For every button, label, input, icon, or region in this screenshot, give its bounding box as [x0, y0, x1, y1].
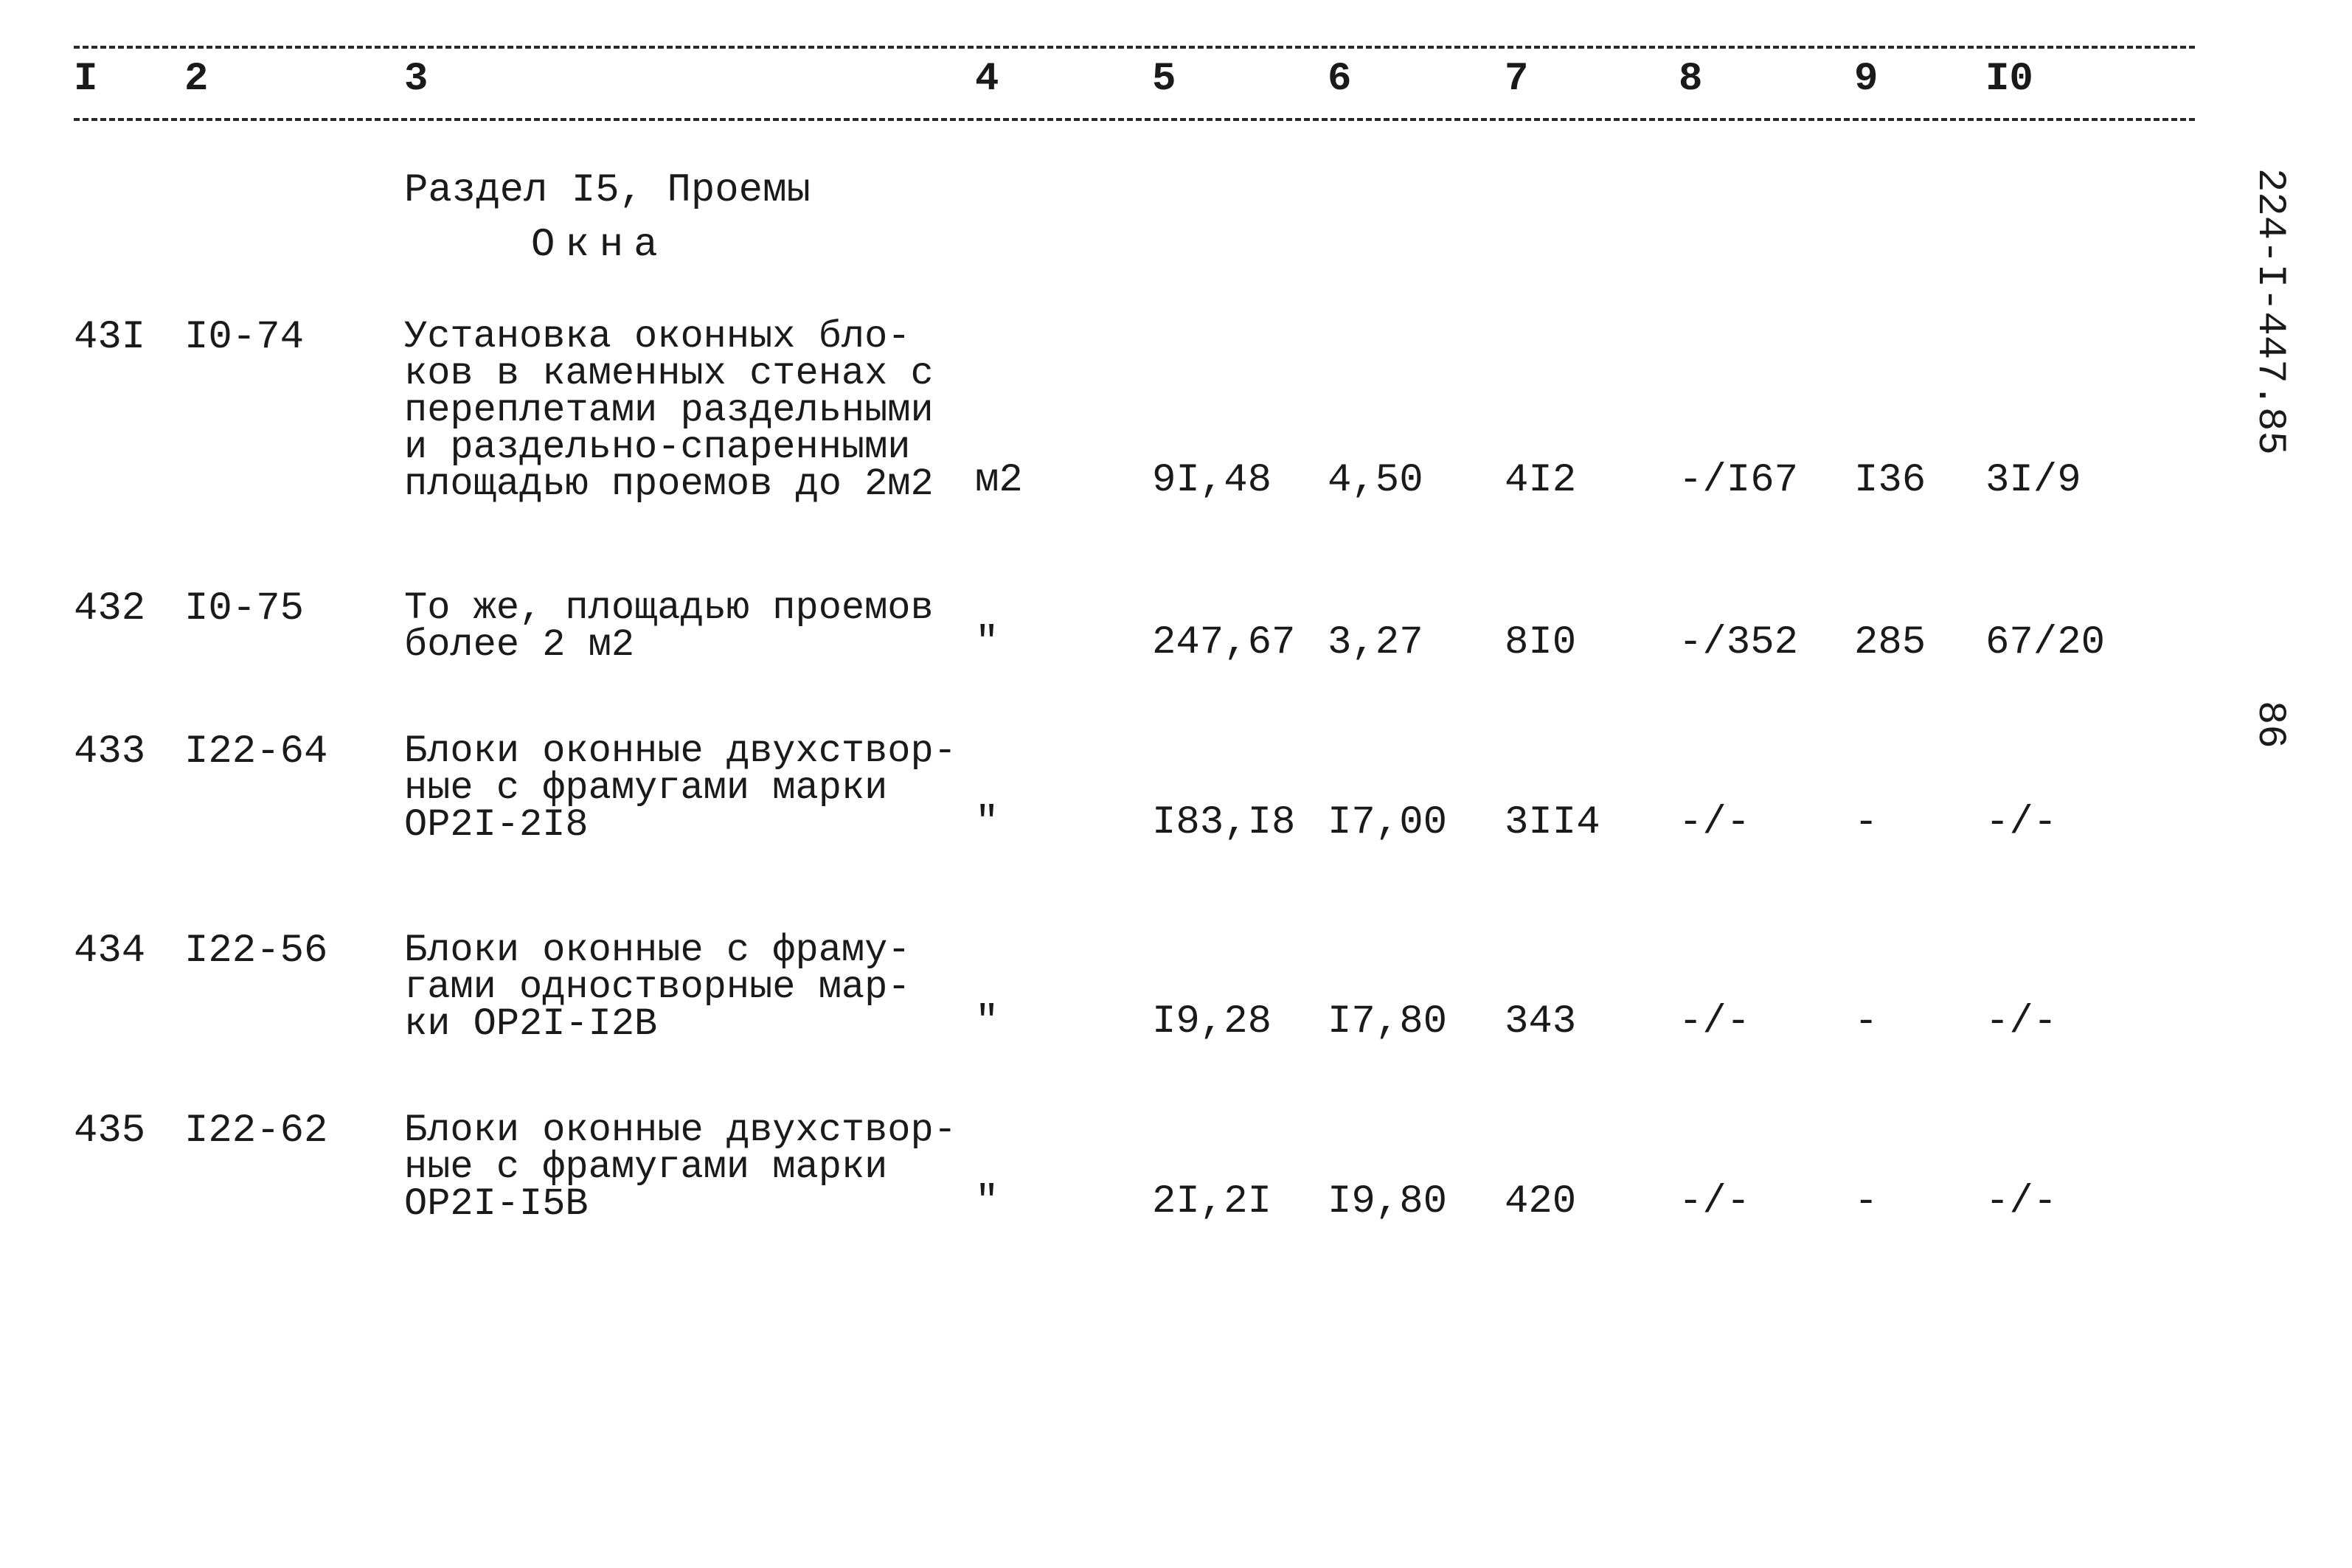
document-code: 224-I-447.85 — [2247, 168, 2292, 455]
row-col7: 3II4 — [1505, 800, 1600, 845]
row-col7: 420 — [1505, 1179, 1577, 1224]
row-code: I22-62 — [184, 1109, 328, 1154]
row-col9: - — [1854, 800, 1879, 845]
row-col5: I9,28 — [1152, 999, 1272, 1044]
row-col5: 2I,2I — [1152, 1179, 1272, 1224]
row-col7: 4I2 — [1505, 458, 1577, 503]
row-number: 432 — [74, 586, 146, 631]
row-code: I22-56 — [184, 929, 328, 974]
col-header-7: 7 — [1505, 57, 1529, 102]
col-header-3: 3 — [404, 57, 429, 102]
row-col8: -/I67 — [1679, 458, 1799, 503]
col-header-2: 2 — [184, 57, 209, 102]
row-number: 433 — [74, 729, 146, 774]
row-unit: " — [975, 620, 999, 665]
header-top-rule — [74, 46, 2195, 49]
row-description: Блоки оконные с фраму- гами одностворные мар- ки ОР2I-I2В — [404, 929, 911, 1046]
row-col10: -/- — [1985, 999, 2058, 1044]
row-col10: -/- — [1985, 1179, 2058, 1224]
row-col6: 4,50 — [1328, 458, 1423, 503]
col-header-5: 5 — [1152, 57, 1176, 102]
col-header-1: I — [74, 57, 98, 102]
row-col7: 343 — [1505, 999, 1577, 1044]
row-col6: I7,00 — [1328, 800, 1448, 845]
page-number: 86 — [2247, 701, 2292, 749]
row-col9: - — [1854, 999, 1879, 1044]
row-col8: -/- — [1679, 999, 1751, 1044]
row-col10: 67/20 — [1985, 620, 2106, 665]
row-description: Установка оконных бло- ков в каменных стенах с переплетами раздельными и раздельно-спаренными площадью проемов до 2м2 — [404, 315, 934, 506]
section-title: Раздел I5, Проемы — [404, 168, 811, 213]
row-col9: 285 — [1854, 620, 1926, 665]
row-col7: 8I0 — [1505, 620, 1577, 665]
header-bottom-rule — [74, 118, 2195, 121]
row-col9: - — [1854, 1179, 1879, 1224]
row-col10: -/- — [1985, 800, 2058, 845]
row-code: I0-74 — [184, 315, 305, 360]
row-number: 434 — [74, 929, 146, 974]
col-header-4: 4 — [975, 57, 999, 102]
row-description: Блоки оконные двухствор- ные с фрамугами марки ОР2I-2I8 — [404, 729, 957, 847]
row-unit: " — [975, 800, 999, 845]
col-header-8: 8 — [1679, 57, 1703, 102]
row-col8: -/- — [1679, 800, 1751, 845]
row-unit: " — [975, 999, 999, 1044]
col-header-10: I0 — [1985, 57, 2033, 102]
row-number: 43I — [74, 315, 146, 360]
row-number: 435 — [74, 1109, 146, 1154]
row-col8: -/- — [1679, 1179, 1751, 1224]
row-col6: 3,27 — [1328, 620, 1423, 665]
row-col5: 247,67 — [1152, 620, 1296, 665]
row-code: I0-75 — [184, 586, 305, 631]
row-col5: 9I,48 — [1152, 458, 1272, 503]
row-col6: I7,80 — [1328, 999, 1448, 1044]
row-col8: -/352 — [1679, 620, 1799, 665]
row-description: То же, площадью проемов более 2 м2 — [404, 586, 934, 667]
section-subtitle: Окна — [531, 223, 668, 268]
row-code: I22-64 — [184, 729, 328, 774]
row-unit: " — [975, 1179, 999, 1224]
row-unit: м2 — [975, 458, 1023, 503]
col-header-9: 9 — [1854, 57, 1879, 102]
row-col10: 3I/9 — [1985, 458, 2081, 503]
row-col5: I83,I8 — [1152, 800, 1296, 845]
row-col9: I36 — [1854, 458, 1926, 503]
row-col6: I9,80 — [1328, 1179, 1448, 1224]
row-description: Блоки оконные двухствор- ные с фрамугами марки ОР2I-I5В — [404, 1109, 957, 1226]
col-header-6: 6 — [1328, 57, 1352, 102]
